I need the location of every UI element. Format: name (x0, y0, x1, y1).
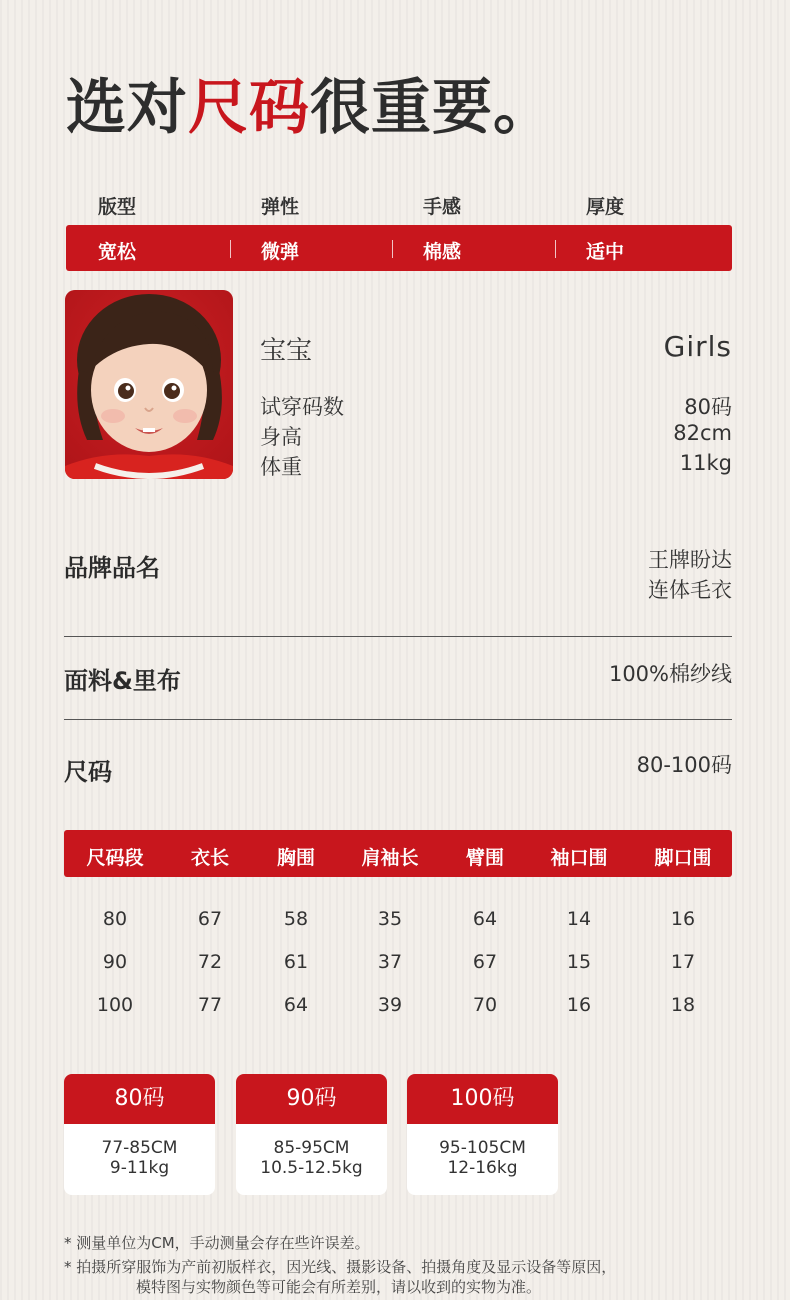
model-photo (65, 290, 233, 479)
model-size-label: 试穿码数 (260, 395, 344, 419)
size-card-weight: 12-16kg (447, 1158, 518, 1178)
attr-divider (392, 240, 393, 258)
page-title (66, 68, 554, 148)
divider (64, 719, 732, 720)
size-col-header: 尺码段 (86, 847, 144, 869)
brand-name: 王牌盼达 (648, 548, 732, 572)
brand-value (648, 545, 732, 605)
table-cell: 80 (102, 908, 128, 930)
fabric-value: 100%棉纱线 (608, 662, 732, 686)
table-cell: 35 (377, 908, 403, 930)
title-accent: 尺码 (188, 73, 310, 143)
attr-value-thickness: 适中 (586, 241, 625, 263)
baby-portrait-image (65, 290, 233, 479)
table-cell: 18 (670, 994, 696, 1016)
product-name: 连体毛衣 (648, 578, 732, 602)
size-card-80 (64, 1074, 215, 1195)
table-cell: 67 (472, 951, 498, 973)
table-cell: 100 (96, 994, 134, 1016)
size-card-height: 77-85CM (101, 1138, 178, 1158)
attr-value-feel: 棉感 (423, 241, 462, 263)
size-card-title: 80码 (64, 1074, 215, 1124)
footnote-photo: * 拍摄所穿服饰为产前初版样衣，因光线、摄影设备、拍摄角度及显示设备等原因， (64, 1258, 617, 1276)
table-cell: 67 (197, 908, 223, 930)
table-cell: 77 (197, 994, 223, 1016)
table-cell: 90 (102, 951, 128, 973)
attr-divider (555, 240, 556, 258)
attr-divider (230, 240, 231, 258)
table-cell: 37 (377, 951, 403, 973)
footnote-photo-cont: 模特图与实物颜色等可能会有所差别，请以收到的实物为准。 (136, 1278, 542, 1296)
attr-value-fit: 宽松 (98, 241, 137, 263)
size-card-title: 100码 (407, 1074, 558, 1124)
table-cell: 16 (566, 994, 592, 1016)
size-card-title: 90码 (236, 1074, 387, 1124)
table-cell: 16 (670, 908, 696, 930)
table-cell: 64 (283, 994, 309, 1016)
cuff-col-header: 袖口围 (550, 847, 608, 869)
size-card-weight: 10.5-12.5kg (260, 1158, 363, 1178)
title-part1: 选对 (66, 73, 188, 143)
model-height-label: 身高 (260, 425, 302, 449)
arm-col-header: 臂围 (465, 847, 504, 869)
leg-opening-col-header: 脚口围 (654, 847, 712, 869)
size-range-value: 80-100码 (636, 753, 732, 777)
divider (64, 636, 732, 637)
shoulder-sleeve-col-header: 肩袖长 (361, 847, 419, 869)
attr-value-elasticity: 微弹 (261, 241, 300, 263)
brand-label: 品牌品名 (64, 554, 160, 582)
table-cell: 61 (283, 951, 309, 973)
table-cell: 15 (566, 951, 592, 973)
chest-col-header: 胸围 (276, 847, 315, 869)
attr-label-elasticity: 弹性 (261, 196, 300, 218)
length-col-header: 衣长 (190, 847, 229, 869)
model-weight-value: 11kg (679, 451, 732, 475)
size-range-label: 尺码 (64, 758, 112, 786)
attr-label-thickness: 厚度 (586, 196, 625, 218)
model-size-value: 80码 (684, 395, 732, 419)
table-cell: 58 (283, 908, 309, 930)
size-card-height: 85-95CM (273, 1138, 350, 1158)
attr-label-feel: 手感 (423, 196, 462, 218)
table-cell: 70 (472, 994, 498, 1016)
size-card-weight: 9-11kg (109, 1158, 170, 1178)
table-cell: 64 (472, 908, 498, 930)
table-cell: 72 (197, 951, 223, 973)
model-weight-label: 体重 (260, 455, 302, 479)
model-name: 宝宝 (260, 336, 313, 366)
size-card-100 (407, 1074, 558, 1195)
table-cell: 17 (670, 951, 696, 973)
table-cell: 14 (566, 908, 592, 930)
size-card-90 (236, 1074, 387, 1195)
model-gender: Girls (663, 330, 732, 363)
title-part2: 很重要。 (310, 73, 554, 143)
attr-label-fit: 版型 (98, 196, 137, 218)
footnote-measurement: * 测量单位为CM，手动测量会存在些许误差。 (64, 1234, 370, 1252)
size-card-height: 95-105CM (439, 1138, 526, 1158)
table-cell: 39 (377, 994, 403, 1016)
model-height-value: 82cm (673, 421, 732, 445)
fabric-label: 面料&里布 (64, 667, 181, 695)
attributes-bar (66, 225, 732, 271)
